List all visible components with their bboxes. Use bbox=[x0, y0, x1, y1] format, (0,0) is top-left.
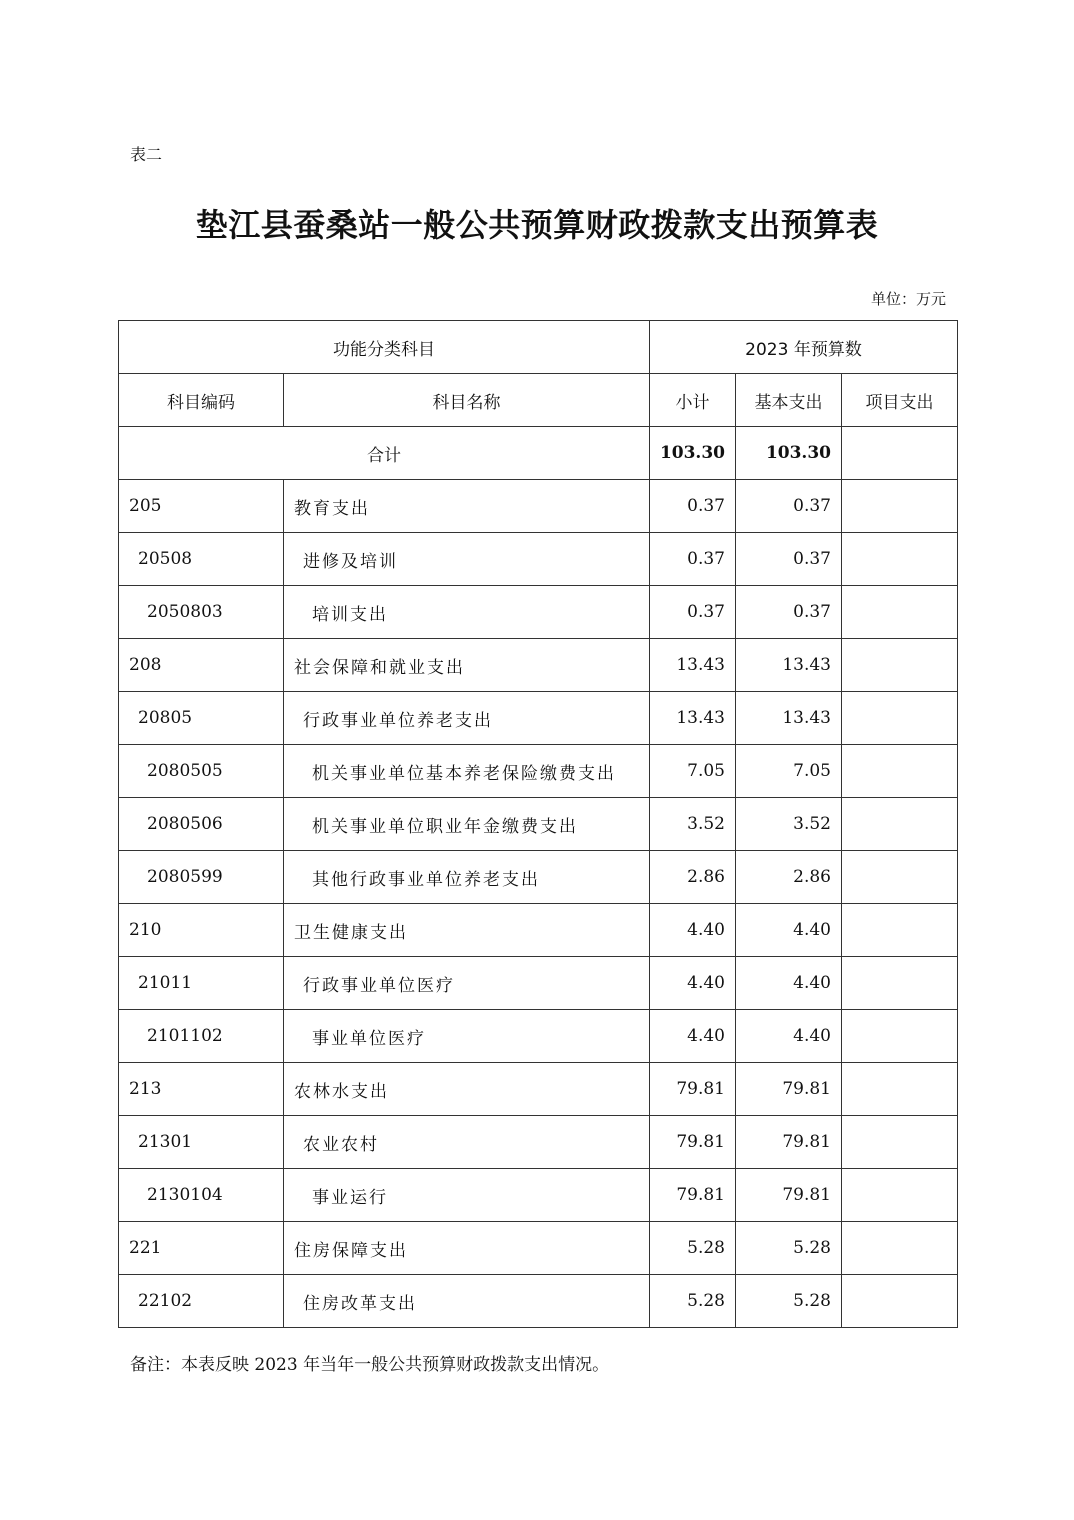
row-code: 221 bbox=[119, 1222, 284, 1275]
row-code: 210 bbox=[119, 904, 284, 957]
row-project bbox=[842, 745, 958, 798]
table-row bbox=[119, 480, 958, 533]
row-name: 机关事业单位职业年金缴费支出 bbox=[284, 798, 650, 851]
header-project: 项目支出 bbox=[842, 374, 958, 427]
row-name: 进修及培训 bbox=[284, 533, 650, 586]
row-name: 教育支出 bbox=[284, 480, 650, 533]
table-row bbox=[119, 904, 958, 957]
row-project bbox=[842, 851, 958, 904]
row-basic: 3.52 bbox=[736, 798, 842, 851]
header-function-category: 功能分类科目 bbox=[119, 321, 650, 374]
row-subtotal: 5.28 bbox=[650, 1222, 736, 1275]
row-code: 21301 bbox=[119, 1116, 284, 1169]
table-row bbox=[119, 1063, 958, 1116]
row-name: 农业农村 bbox=[284, 1116, 650, 1169]
row-basic: 0.37 bbox=[736, 586, 842, 639]
row-project bbox=[842, 1010, 958, 1063]
row-project bbox=[842, 798, 958, 851]
total-basic: 103.30 bbox=[736, 427, 842, 480]
header-name: 科目名称 bbox=[284, 374, 650, 427]
row-project bbox=[842, 1222, 958, 1275]
total-label: 合计 bbox=[119, 427, 650, 480]
row-name: 社会保障和就业支出 bbox=[284, 639, 650, 692]
row-subtotal: 2.86 bbox=[650, 851, 736, 904]
row-name: 机关事业单位基本养老保险缴费支出 bbox=[284, 745, 650, 798]
row-basic: 0.37 bbox=[736, 480, 842, 533]
budget-table bbox=[118, 320, 958, 1328]
row-name: 事业运行 bbox=[284, 1169, 650, 1222]
row-subtotal: 0.37 bbox=[650, 480, 736, 533]
header-basic: 基本支出 bbox=[736, 374, 842, 427]
row-project bbox=[842, 639, 958, 692]
row-name: 行政事业单位医疗 bbox=[284, 957, 650, 1010]
table-row bbox=[119, 957, 958, 1010]
row-name: 其他行政事业单位养老支出 bbox=[284, 851, 650, 904]
row-subtotal: 13.43 bbox=[650, 692, 736, 745]
total-row bbox=[119, 427, 958, 480]
row-project bbox=[842, 1169, 958, 1222]
row-basic: 79.81 bbox=[736, 1116, 842, 1169]
row-basic: 5.28 bbox=[736, 1222, 842, 1275]
table-row bbox=[119, 1169, 958, 1222]
row-basic: 4.40 bbox=[736, 957, 842, 1010]
table-row bbox=[119, 798, 958, 851]
row-basic: 13.43 bbox=[736, 692, 842, 745]
row-name: 事业单位医疗 bbox=[284, 1010, 650, 1063]
row-project bbox=[842, 1275, 958, 1328]
row-code: 22102 bbox=[119, 1275, 284, 1328]
header-budget-year: 2023 年预算数 bbox=[650, 321, 958, 374]
row-name: 农林水支出 bbox=[284, 1063, 650, 1116]
row-subtotal: 7.05 bbox=[650, 745, 736, 798]
table-row bbox=[119, 639, 958, 692]
row-code: 2080599 bbox=[119, 851, 284, 904]
row-subtotal: 0.37 bbox=[650, 533, 736, 586]
unit-label: 单位：万元 bbox=[870, 290, 946, 308]
row-code: 2080506 bbox=[119, 798, 284, 851]
row-subtotal: 4.40 bbox=[650, 957, 736, 1010]
row-subtotal: 79.81 bbox=[650, 1169, 736, 1222]
row-project bbox=[842, 957, 958, 1010]
table-row bbox=[119, 533, 958, 586]
total-project bbox=[842, 427, 958, 480]
row-code: 20508 bbox=[119, 533, 284, 586]
table-row bbox=[119, 586, 958, 639]
row-basic: 5.28 bbox=[736, 1275, 842, 1328]
row-code: 20805 bbox=[119, 692, 284, 745]
header-row-columns bbox=[119, 374, 958, 427]
row-basic: 0.37 bbox=[736, 533, 842, 586]
row-basic: 2.86 bbox=[736, 851, 842, 904]
row-name: 住房改革支出 bbox=[284, 1275, 650, 1328]
table-row bbox=[119, 1116, 958, 1169]
row-code: 2080505 bbox=[119, 745, 284, 798]
row-code: 2050803 bbox=[119, 586, 284, 639]
row-basic: 7.05 bbox=[736, 745, 842, 798]
table-row bbox=[119, 851, 958, 904]
table-row bbox=[119, 1275, 958, 1328]
row-code: 205 bbox=[119, 480, 284, 533]
row-basic: 13.43 bbox=[736, 639, 842, 692]
row-subtotal: 0.37 bbox=[650, 586, 736, 639]
row-project bbox=[842, 533, 958, 586]
row-project bbox=[842, 1063, 958, 1116]
page-title: 垫江县蚕桑站一般公共预算财政拨款支出预算表 bbox=[195, 206, 879, 244]
row-subtotal: 79.81 bbox=[650, 1063, 736, 1116]
footnote: 备注：本表反映 2023 年当年一般公共预算财政拨款支出情况。 bbox=[130, 1355, 610, 1375]
row-code: 21011 bbox=[119, 957, 284, 1010]
row-project bbox=[842, 904, 958, 957]
row-project bbox=[842, 480, 958, 533]
row-subtotal: 13.43 bbox=[650, 639, 736, 692]
row-project bbox=[842, 692, 958, 745]
row-basic: 79.81 bbox=[736, 1169, 842, 1222]
row-name: 卫生健康支出 bbox=[284, 904, 650, 957]
table-number-label: 表二 bbox=[130, 145, 163, 164]
row-basic: 79.81 bbox=[736, 1063, 842, 1116]
row-basic: 4.40 bbox=[736, 904, 842, 957]
table-row bbox=[119, 745, 958, 798]
row-name: 住房保障支出 bbox=[284, 1222, 650, 1275]
row-name: 培训支出 bbox=[284, 586, 650, 639]
table-row bbox=[119, 1010, 958, 1063]
row-subtotal: 4.40 bbox=[650, 904, 736, 957]
row-subtotal: 79.81 bbox=[650, 1116, 736, 1169]
table-row bbox=[119, 692, 958, 745]
row-name: 行政事业单位养老支出 bbox=[284, 692, 650, 745]
header-code: 科目编码 bbox=[119, 374, 284, 427]
row-code: 208 bbox=[119, 639, 284, 692]
row-code: 2130104 bbox=[119, 1169, 284, 1222]
total-subtotal: 103.30 bbox=[650, 427, 736, 480]
row-code: 213 bbox=[119, 1063, 284, 1116]
table-row bbox=[119, 1222, 958, 1275]
header-row-group bbox=[119, 321, 958, 374]
row-subtotal: 5.28 bbox=[650, 1275, 736, 1328]
header-subtotal: 小计 bbox=[650, 374, 736, 427]
row-project bbox=[842, 1116, 958, 1169]
row-basic: 4.40 bbox=[736, 1010, 842, 1063]
row-subtotal: 3.52 bbox=[650, 798, 736, 851]
row-project bbox=[842, 586, 958, 639]
row-code: 2101102 bbox=[119, 1010, 284, 1063]
row-subtotal: 4.40 bbox=[650, 1010, 736, 1063]
